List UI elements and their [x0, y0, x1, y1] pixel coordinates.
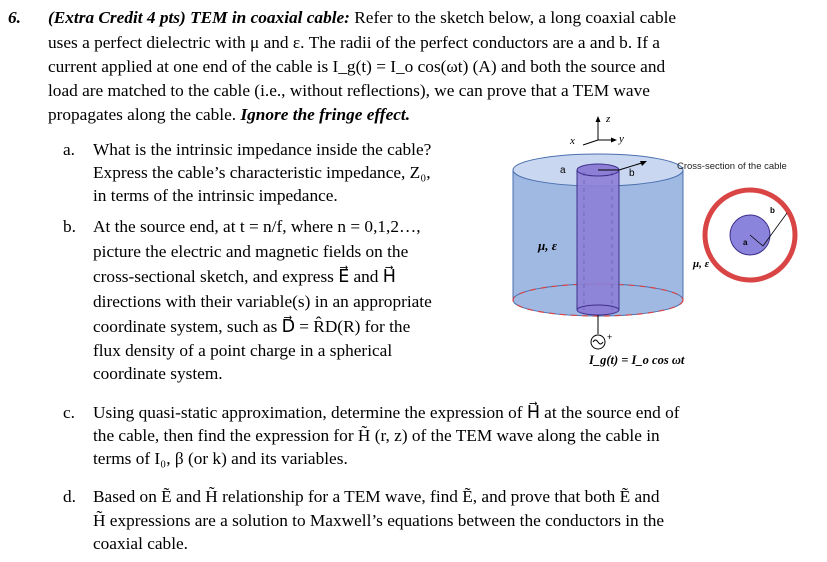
part-d-line-3: coaxial cable. [93, 534, 188, 553]
part-a-line-3: in terms of the intrinsic impedance. [93, 186, 338, 205]
intro-line-2: uses a perfect dielectric with μ and ε. The radii of the perfect conductors are a and b. If a [48, 33, 660, 52]
problem-number: 6. [8, 8, 21, 27]
intro-line-5-wrap [48, 103, 410, 126]
part-a-line-2: Express the cable’s characteristic impedance, Z₀, [93, 163, 431, 182]
part-b-line-4: directions with their variable(s) in an appropriate [93, 292, 432, 311]
part-b-label: b. [63, 217, 76, 236]
part-c-line-3: terms of I₀, β (or k) and its variables. [93, 449, 348, 468]
cross-section-diagram [677, 161, 795, 280]
part-b-line-7: coordinate system. [93, 364, 223, 383]
intro-line-3: current applied at one end of the cable is I_g(t) = I_o cos(ωt) (A) and both the source and [48, 57, 666, 76]
medium-label: μ, ε [538, 238, 558, 253]
cross-medium-label: μ, ε [693, 258, 710, 270]
part-c-line-2: the cable, then find the expression for H̃ (r, z) of the TEM wave along the cable in [93, 426, 660, 445]
intro-line-5: propagates along the cable. [48, 105, 237, 124]
source-formula: I_g(t) = I_o cos ωt [589, 353, 685, 367]
coaxial-cable-sketch [505, 112, 827, 382]
part-b-line-6: flux density of a point charge in a spherical [93, 341, 393, 360]
part-b-line-5: coordinate system, such as D⃗ = R̂D(R) for the [93, 317, 411, 336]
intro-line-1: Refer to the sketch below, a long coaxial cable [354, 8, 677, 27]
part-d-line-1: Based on Ẽ and H̃ relationship for a TEM wave, find Ẽ, and prove that both Ẽ and [93, 487, 660, 506]
part-a-line-1: What is the intrinsic impedance inside the cable? [93, 140, 432, 159]
axis-x-label: x [570, 135, 575, 147]
cross-section-title: Cross-section of the cable [677, 161, 787, 172]
radius-b-label: b [629, 168, 635, 179]
part-d-label: d. [63, 487, 76, 506]
part-b-line-2: picture the electric and magnetic fields on the [93, 242, 409, 261]
coordinate-axes [569, 113, 624, 147]
radius-a-label: a [560, 165, 566, 176]
svg-text:+: + [607, 332, 613, 342]
cross-radius-a-label: a [743, 238, 748, 247]
problem-heading: (Extra Credit 4 pts) TEM in coaxial cable: [48, 8, 350, 27]
part-c-label: c. [63, 403, 75, 422]
ignore-fringe-note: Ignore the fringe effect. [240, 105, 411, 124]
axis-z-label: z [606, 113, 611, 125]
inner-conductor [577, 164, 619, 315]
part-b-line-1: At the source end, at t = n/f, where n = 0,1,2…, [93, 217, 421, 236]
part-a-label: a. [63, 140, 75, 159]
part-b-line-3: cross-sectional sketch, and express E⃗ and H⃗ [93, 267, 396, 286]
problem-heading-line [48, 6, 676, 29]
part-d-line-2: H̃ expressions are a solution to Maxwell’s equations between the conductors in the [93, 511, 665, 530]
intro-line-4: load are matched to the cable (i.e., without reflections), we can prove that a TEM wave [48, 81, 650, 100]
axis-y-label: y [619, 133, 624, 145]
part-c-line-1: Using quasi-static approximation, determine the expression of H⃗ at the source end of [93, 403, 680, 422]
current-source [588, 315, 685, 367]
cross-radius-b-label: b [770, 206, 775, 215]
